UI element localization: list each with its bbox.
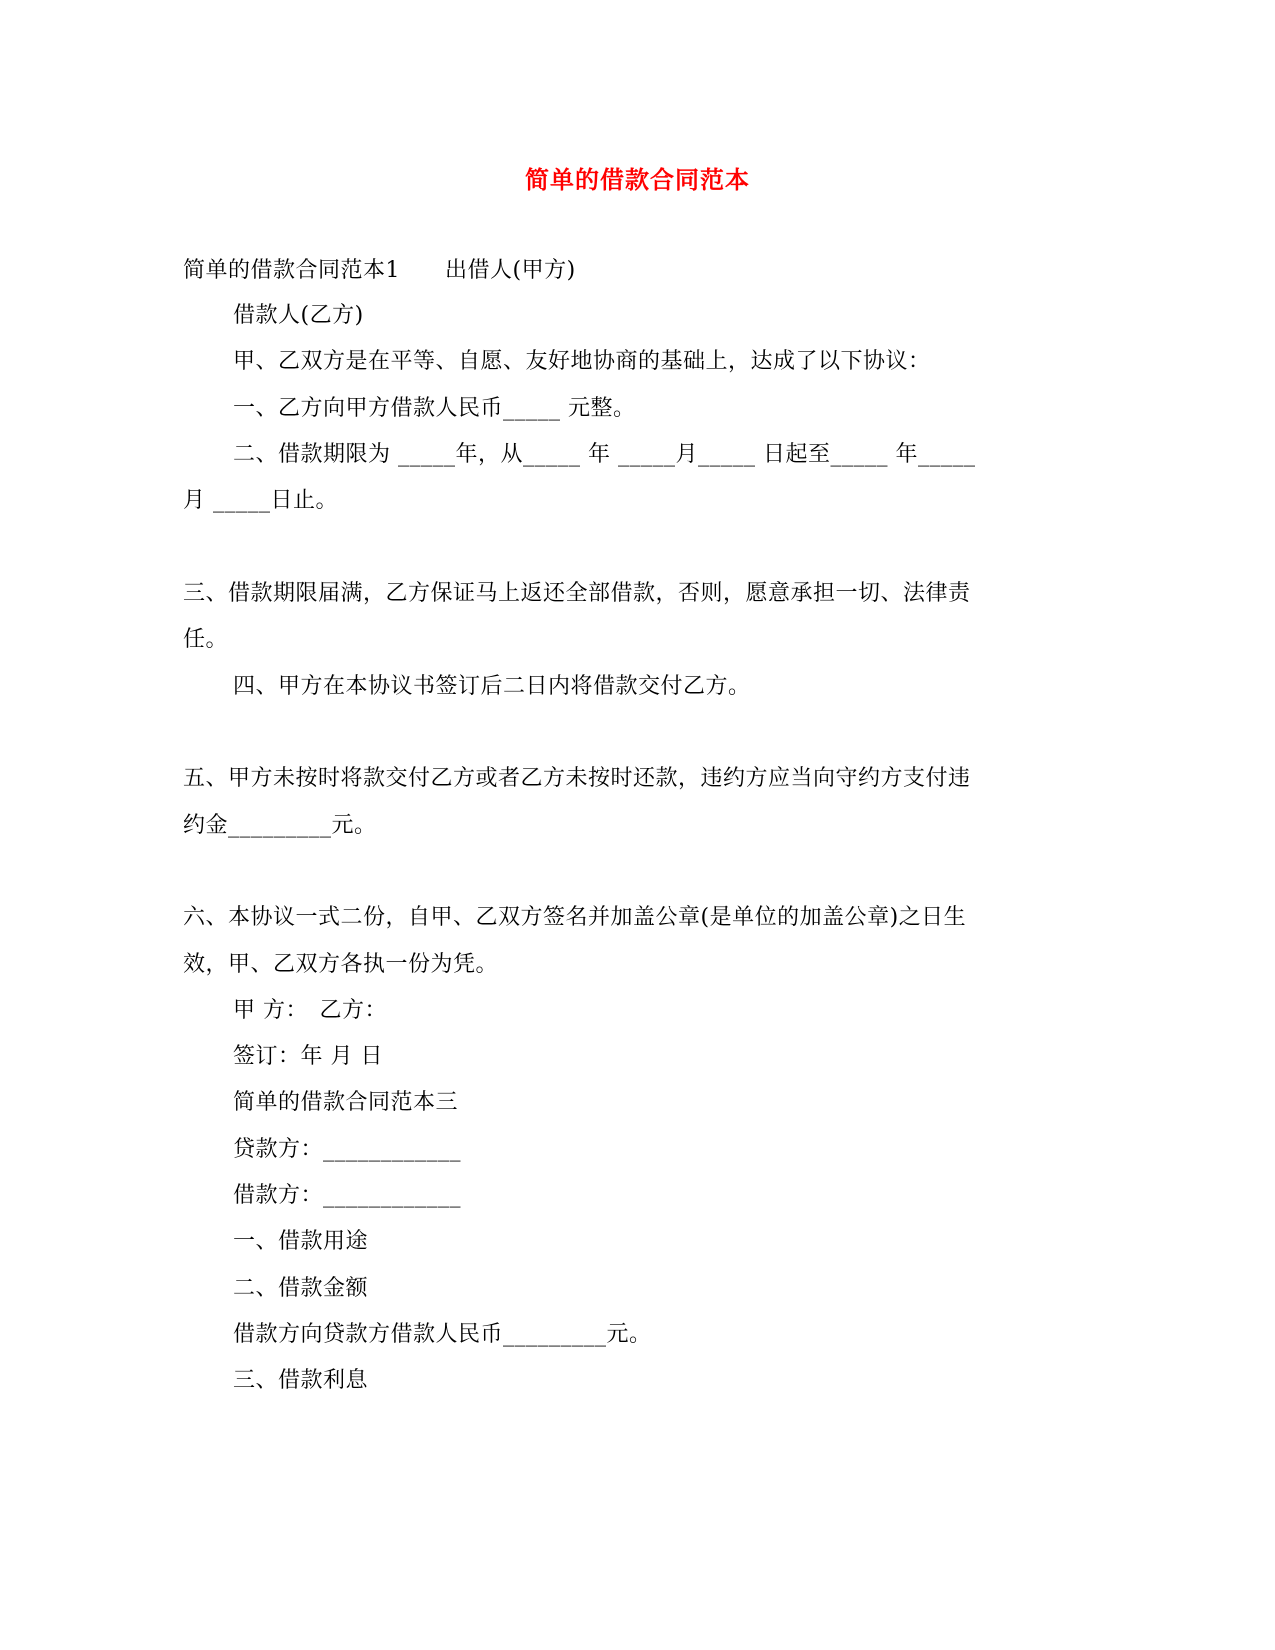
- text-line: 签订：年 月 日: [233, 1044, 383, 1069]
- text-line: 甲 方： 乙方：: [233, 998, 387, 1023]
- text-line: 月 _____日止。: [183, 488, 338, 513]
- text-line: 三、借款期限届满，乙方保证马上返还全部借款，否则，愿意承担一切、法律责: [183, 581, 971, 606]
- text-line: 甲、乙双方是在平等、自愿、友好地协商的基础上，达成了以下协议：: [233, 349, 931, 374]
- text-line: 借款方：____________: [233, 1183, 462, 1208]
- text-line: 借款方向贷款方借款人民币_________元。: [233, 1322, 652, 1347]
- text-line: 五、甲方未按时将款交付乙方或者乙方未按时还款，违约方应当向守约方支付违: [183, 766, 971, 791]
- text-line: 简单的借款合同范本三: [233, 1090, 459, 1115]
- text-line: 六、本协议一式二份，自甲、乙双方签名并加盖公章(是单位的加盖公章)之日生: [183, 905, 967, 930]
- text-line: 二、借款期限为 _____年，从_____ 年 _____月_____ 日起至_____ 年_____: [233, 442, 976, 467]
- text-line: 简单的借款合同范本1 出借人(甲方): [183, 258, 576, 283]
- document-title: 简单的借款合同范本: [525, 165, 750, 194]
- text-line: 一、乙方向甲方借款人民币_____ 元整。: [233, 396, 636, 421]
- text-line: 任。: [183, 627, 229, 652]
- text-line: 贷款方：____________: [233, 1137, 462, 1162]
- text-line: 一、借款用途: [233, 1229, 369, 1254]
- text-line: 四、甲方在本协议书签订后二日内将借款交付乙方。: [233, 674, 751, 699]
- text-line: 借款人(乙方): [233, 303, 364, 328]
- text-line: 效，甲、乙双方各执一份为凭。: [183, 952, 499, 977]
- text-line: 二、借款金额: [233, 1276, 369, 1301]
- text-line: 三、借款利息: [233, 1368, 369, 1393]
- text-line: 约金_________元。: [183, 813, 377, 838]
